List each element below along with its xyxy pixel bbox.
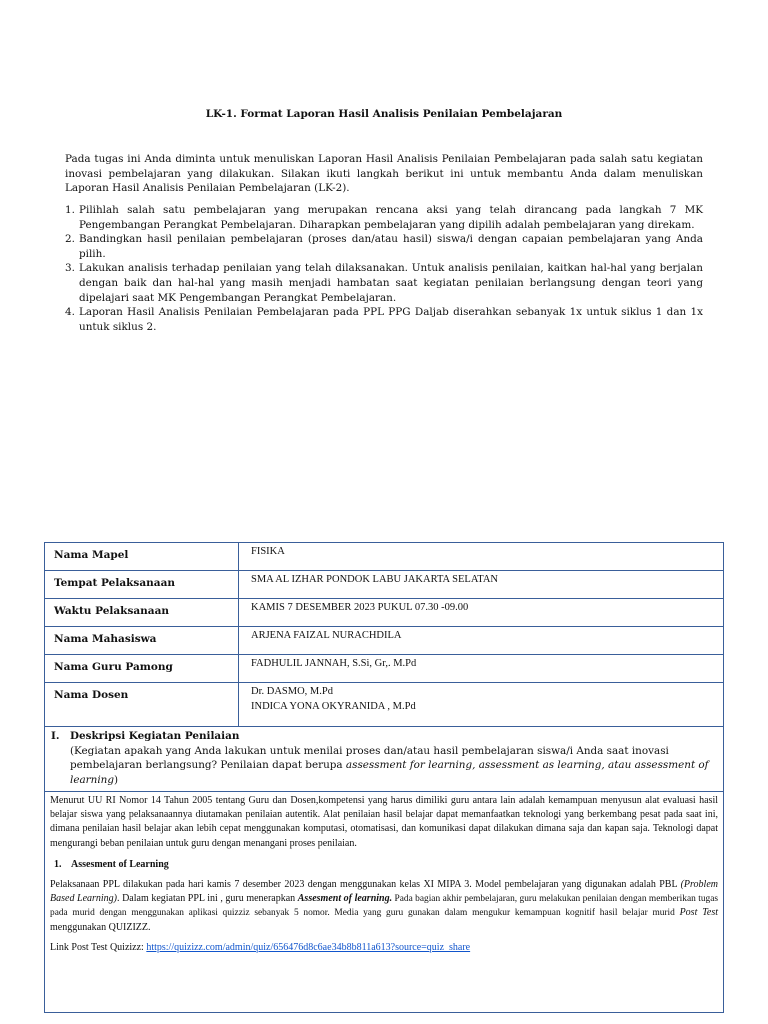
text-run: menggunakan QUIZIZZ. bbox=[50, 921, 151, 933]
description-text: (Kegiatan apakah yang Anda lakukan untuk menilai proses dan/atau hasil pembelajaran siswa/i Anda saat inovasi pembelajaran berlangsung? Penilaian dapat berupa bbox=[70, 744, 669, 772]
section-heading: Deskripsi Kegiatan Penilaian bbox=[70, 730, 240, 742]
value-nama-mahasiswa: ARJENA FAIZAL NURACHDILA bbox=[239, 627, 724, 655]
instruction-list bbox=[65, 203, 703, 334]
document-title: LK-1. Format Laporan Hasil Analisis Penilaian Pembelajaran bbox=[205, 108, 563, 120]
text-run: . Dalam kegiatan PPL ini , guru menerapkan bbox=[117, 893, 298, 905]
description-end: ) bbox=[114, 773, 119, 786]
text-run: Pelaksanaan PPL dilakukan pada hari kamis 7 desember 2023 dengan menggunakan kelas XI MIPA 3. Model pembelajaran yang digunakan adalah PBL bbox=[50, 879, 681, 891]
description-italic: assessment for learning, assessment as learning, atau assessment of learning bbox=[70, 759, 709, 786]
table-row bbox=[45, 627, 724, 655]
list-text: Laporan Hasil Analisis Penilaian Pembelajaran pada PPL PPG Daljab diserahkan sebanyak 1x untuk siklus 1 dan 1x untuk siklus 2. bbox=[79, 306, 703, 333]
list-item bbox=[65, 203, 703, 232]
value-nama-dosen bbox=[239, 683, 724, 727]
value-nama-guru-pamong: FADHULIL JANNAH, S.Si, Gr,. M.Pd bbox=[239, 655, 724, 683]
table-row bbox=[45, 655, 724, 683]
label-waktu-pelaksanaan: Waktu Pelaksanaan bbox=[45, 599, 239, 627]
list-item bbox=[65, 305, 703, 334]
quizizz-link[interactable]: https://quizizz.com/admin/quiz/656476d8c6ae34b8b811a613?source=quiz_share bbox=[146, 941, 471, 953]
section-description bbox=[51, 744, 717, 788]
label-nama-mapel: Nama Mapel bbox=[45, 543, 239, 571]
list-item bbox=[65, 261, 703, 305]
text-run-italic: (Problem Based Learning) bbox=[50, 879, 718, 905]
list-number: 2. bbox=[65, 233, 75, 246]
list-number: 1. bbox=[65, 204, 75, 216]
table-row bbox=[45, 599, 724, 627]
paragraph-pelaksanaan bbox=[50, 878, 718, 935]
text-run-bold-italic: Assesment of learning. bbox=[297, 893, 393, 905]
list-text: Lakukan analisis terhadap penilaian yang telah dilaksanakan. Untuk analisis penilaian, kaitkan hal-hal yang berjalan dengan baik dan hal-hal yang masih menjadi hambatan saat kegiatan penilaian berlangsung dengan teori yang dipelajari saat MK Pengembangan Perangkat Pembelajaran. bbox=[79, 262, 703, 304]
section-header bbox=[45, 726, 723, 792]
section-deskripsi bbox=[44, 726, 724, 1013]
sub-heading-text: Assesment of Learning bbox=[71, 858, 169, 870]
value-waktu-pelaksanaan: KAMIS 7 DESEMBER 2023 PUKUL 07.30 -09.00 bbox=[239, 599, 724, 627]
label-tempat-pelaksanaan: Tempat Pelaksanaan bbox=[45, 571, 239, 599]
dosen-2: INDICA YONA OKYRANIDA , M.Pd bbox=[251, 701, 416, 712]
table-row bbox=[45, 571, 724, 599]
paragraph-uu: Menurut UU RI Nomor 14 Tahun 2005 tentang Guru dan Dosen,kompetensi yang harus dimiliki guru antara lain adalah kemampuan menyusun alat evaluasi hasil belajar siswa yang pelaksanaannya diutamakan penilaian autentik. Alat penilaian hasil belajar dapat memanfaatkan teknologi yang berkembang pesat pada saat ini, dimana penilaian hasil belajar akan lebih cepat menggunakan komputasi, otomatisasi, dan komunikasi dapat dilakukan dimana saja dan kapan saja. Teknologi dapat mengurangi beban penilaian untuk guru dengan menangani proses penilaian. bbox=[50, 795, 718, 849]
text-run: Pada bagian akhir pembelajaran, guru melakukan penilaian dengan memberikan tugas pada murid dengan menggunakan aplikasi quizziz sebanyak 5 nomor. Media yang guru gunakan dalam mengukur kemampuan kognitif hasil belajar murid bbox=[50, 894, 719, 919]
dosen-1: Dr. DASMO, M.Pd bbox=[251, 686, 333, 697]
label-nama-mahasiswa: Nama Mahasiswa bbox=[45, 627, 239, 655]
value-nama-mapel: FISIKA bbox=[239, 543, 724, 571]
value-tempat-pelaksanaan: SMA AL IZHAR PONDOK LABU JAKARTA SELATAN bbox=[239, 571, 724, 599]
label-nama-dosen: Nama Dosen bbox=[45, 683, 239, 727]
intro-paragraph: Pada tugas ini Anda diminta untuk menuliskan Laporan Hasil Analisis Penilaian Pembelajaran pada salah satu kegiatan inovasi pembelajaran yang dilakukan. Silakan ikuti langkah berikut ini untuk membantu Anda dalam menuliskan Laporan Hasil Analisis Penilaian Pembelajaran (LK-2). bbox=[65, 153, 703, 195]
table-row bbox=[45, 683, 724, 727]
list-text: Pilihlah salah satu pembelajaran yang merupakan rencana aksi yang telah dirancang pada langkah 7 MK Pengembangan Perangkat Pembelajaran. Diharapkan pembelajaran yang dipilih adalah pembelajaran yang direkam. bbox=[79, 204, 703, 231]
link-label: Link Post Test Quizizz: bbox=[50, 941, 147, 953]
list-number: 4. bbox=[65, 306, 75, 319]
info-table bbox=[44, 542, 724, 727]
list-item bbox=[65, 232, 703, 261]
table-row bbox=[45, 543, 724, 571]
sub-heading-number: 1. bbox=[54, 858, 62, 870]
list-number: 3. bbox=[65, 262, 75, 275]
link-line bbox=[50, 941, 718, 955]
sub-heading bbox=[50, 858, 718, 872]
label-nama-guru-pamong: Nama Guru Pamong bbox=[45, 655, 239, 683]
list-text: Bandingkan hasil penilaian pembelajaran (proses dan/atau hasil) siswa/i dengan capaian pembelajaran yang Anda pilih. bbox=[79, 233, 703, 260]
section-number: I. bbox=[51, 730, 60, 742]
section-body bbox=[45, 792, 723, 955]
text-run-italic: Post Test bbox=[679, 907, 718, 919]
